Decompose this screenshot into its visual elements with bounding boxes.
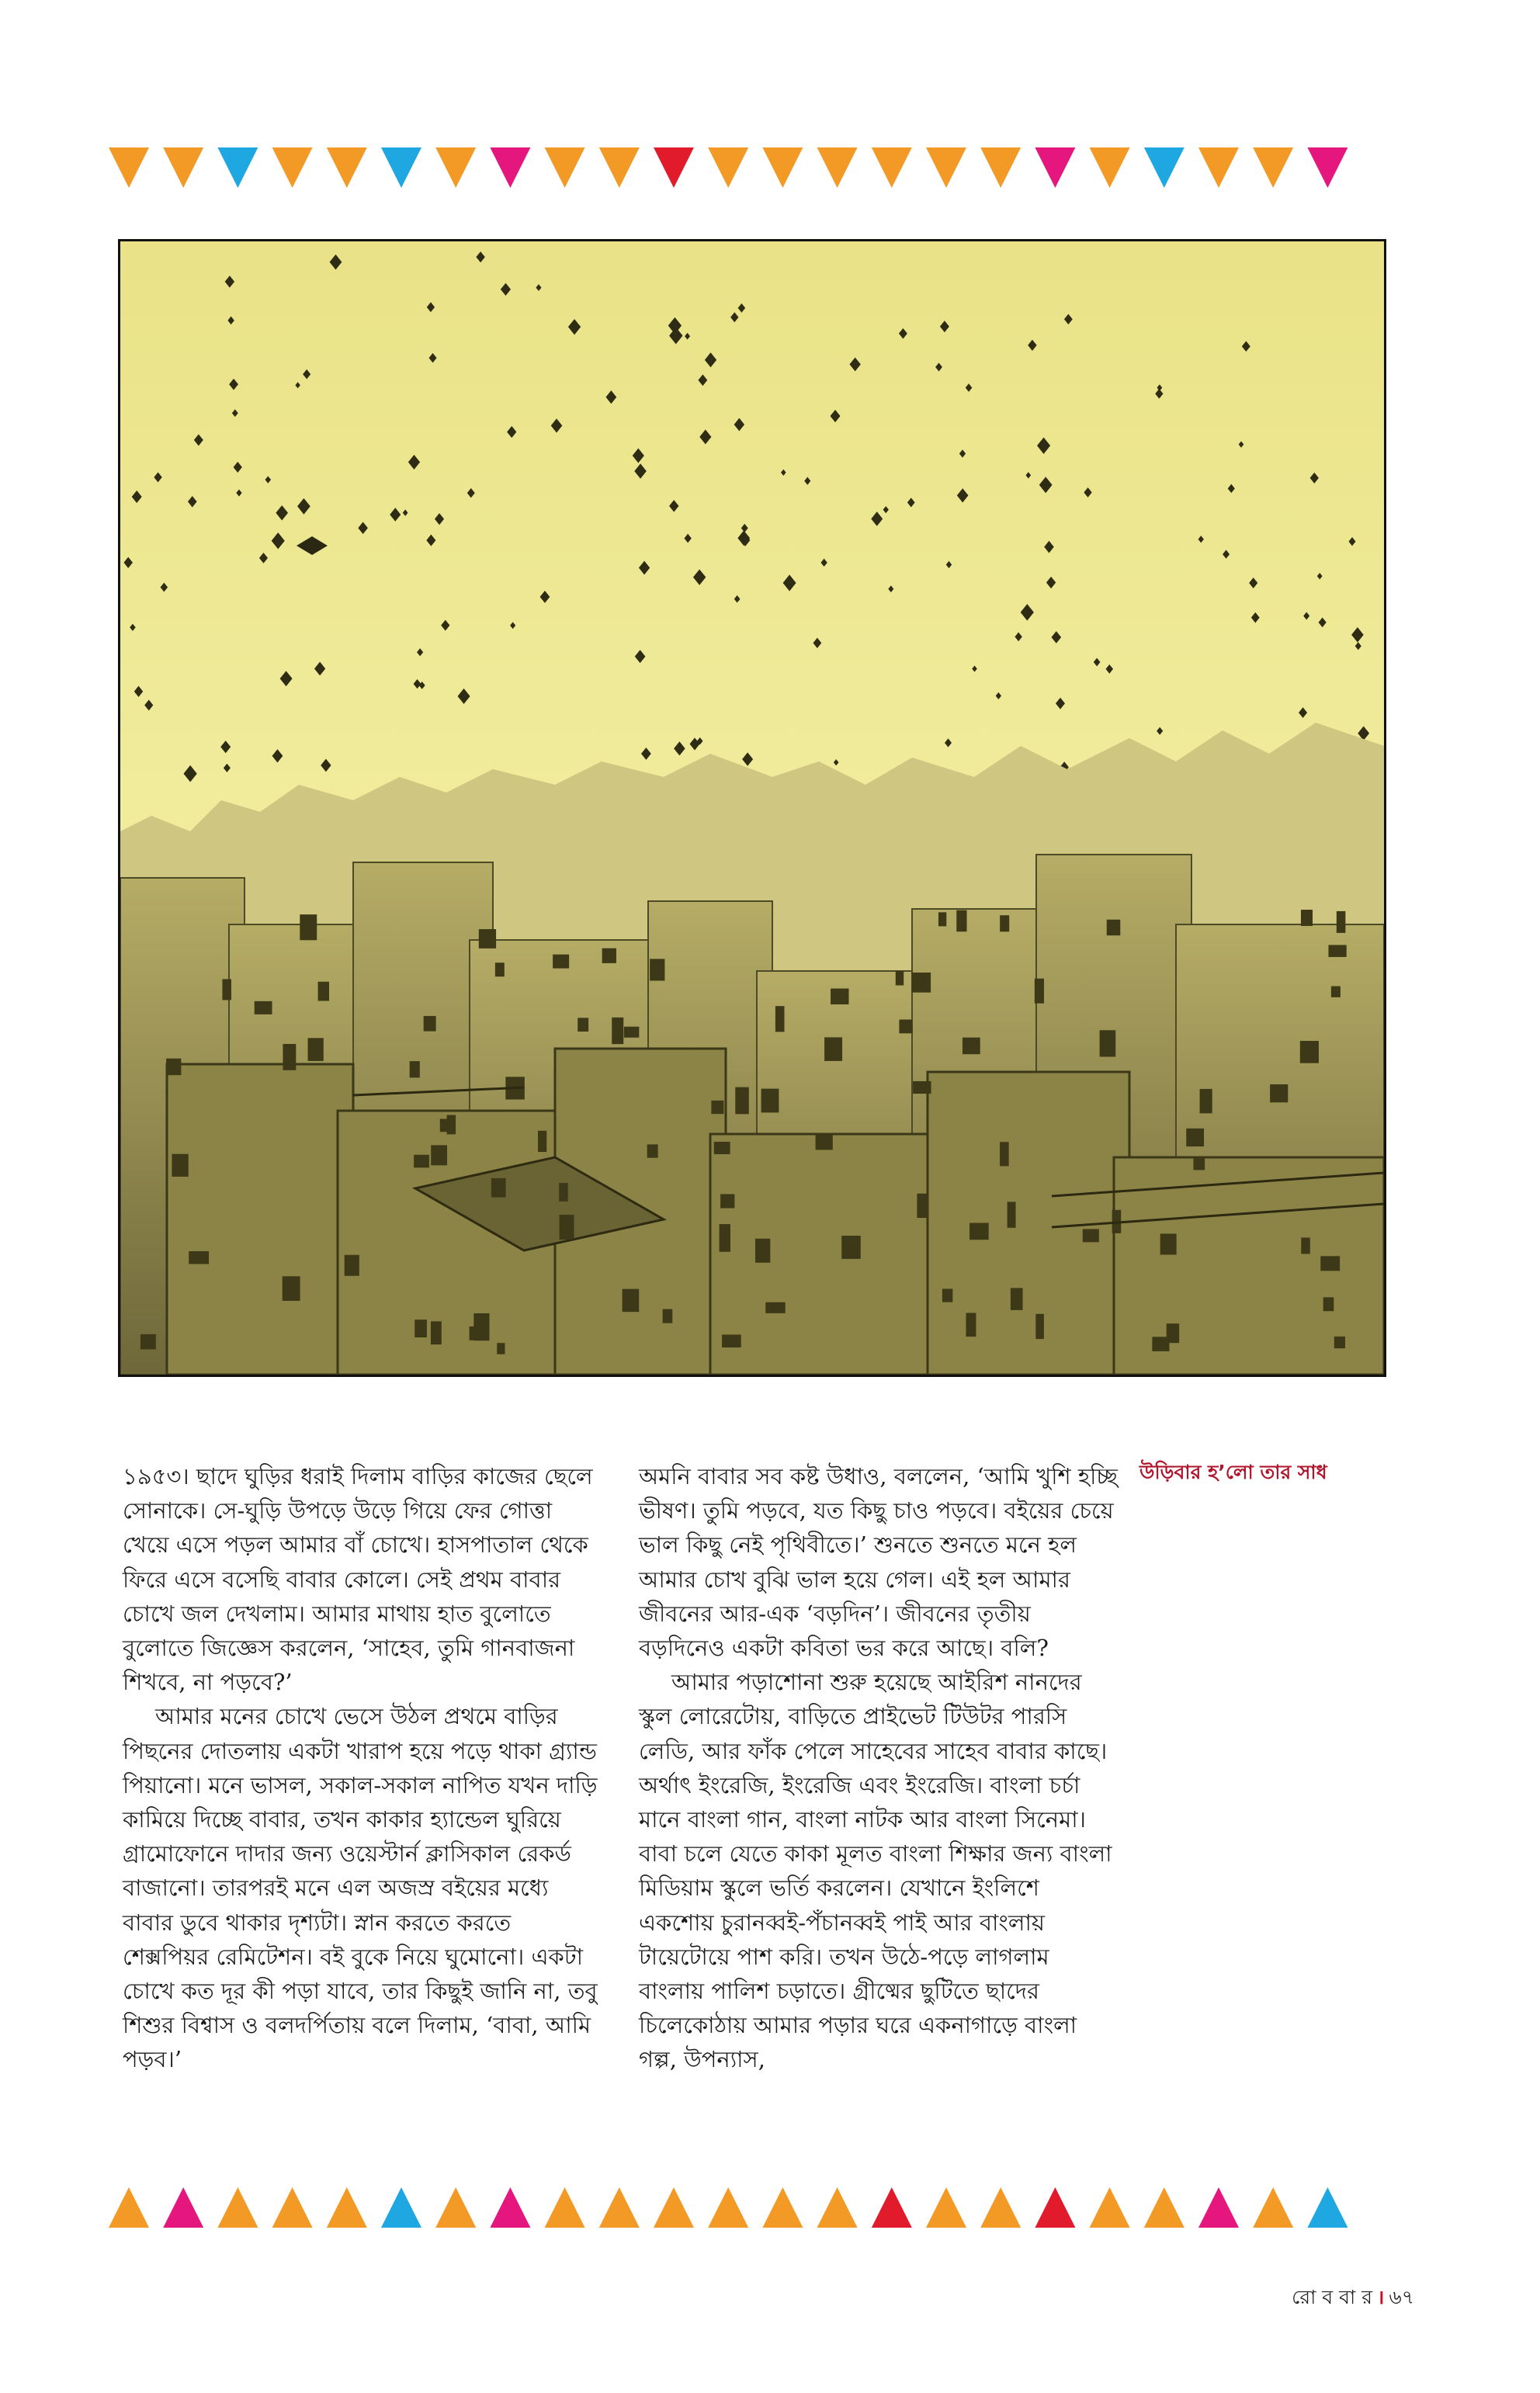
window-shape: [912, 973, 931, 993]
window-shape: [1323, 1297, 1334, 1311]
window-shape: [495, 962, 505, 976]
window-shape: [841, 1236, 861, 1259]
bunting-flag: [872, 147, 912, 188]
window-shape: [1328, 945, 1346, 957]
bunting-flag: [272, 2187, 313, 2228]
window-shape: [1083, 1229, 1099, 1242]
window-shape: [222, 979, 231, 1000]
window-shape: [956, 910, 966, 932]
window-shape: [1011, 1288, 1023, 1309]
window-shape: [720, 1194, 734, 1208]
window-shape: [966, 1313, 976, 1337]
window-shape: [1334, 1337, 1345, 1348]
article-column-left: [123, 1459, 604, 2077]
window-shape: [414, 1155, 429, 1168]
paragraph: ১৯৫৩। ছাদে ঘুড়ির ধরাই দিলাম বাড়ির কাজের ছেলে সোনাকে। সে-ঘুড়ি উপড়ে উড়ে গিয়ে ফের গোত্তা খেয়ে এসে পড়ল আমার বাঁ চোখে। হাসপাতাল থেকে ফিরে এসে বসেছি বাবার কোলে। সেই প্রথম বাবার চোখে জল দেখলাম। আমার মাথায় হাত বুলোতে বুলোতে জিজ্ঞেস করলেন, ‘সাহেব, তুমি গানবাজনা শিখবে, না পড়বে?’: [123, 1463, 593, 1696]
window-shape: [969, 1223, 989, 1240]
photo-caption: উড়িবার হ’লো তার সাধ: [1139, 1461, 1327, 1483]
window-shape: [1035, 979, 1044, 1004]
bunting-flag: [435, 2187, 476, 2228]
window-shape: [255, 1001, 272, 1014]
bottom-bunting: [0, 2181, 1540, 2235]
window-shape: [824, 1037, 842, 1061]
window-shape: [300, 914, 317, 940]
bunting-flag: [926, 147, 966, 188]
window-shape: [1107, 920, 1121, 935]
window-shape: [624, 1027, 639, 1038]
window-shape: [1000, 1142, 1009, 1166]
window-shape: [166, 1059, 181, 1075]
top-bunting-flags: [0, 141, 1540, 196]
window-shape: [1035, 1314, 1044, 1339]
bunting-flag: [762, 2187, 803, 2228]
window-shape: [720, 1224, 730, 1252]
window-shape: [623, 1289, 640, 1313]
window-shape: [1301, 1237, 1310, 1254]
window-shape: [470, 1327, 483, 1340]
window-shape: [1320, 1256, 1340, 1271]
bunting-flag: [1198, 2187, 1239, 2228]
window-shape: [942, 1288, 952, 1302]
window-shape: [538, 1131, 546, 1152]
bunting-flag: [163, 147, 203, 188]
page-footer: [1292, 2282, 1414, 2315]
bunting-flag: [1307, 2187, 1348, 2228]
window-shape: [755, 1239, 770, 1263]
footer-separator: ।: [1377, 2286, 1385, 2308]
article-column-middle: [639, 1459, 1120, 2077]
bunting-flag: [327, 147, 367, 188]
window-shape: [1301, 910, 1313, 926]
window-shape: [414, 1320, 427, 1337]
window-shape: [775, 1006, 785, 1032]
bunting-flag: [817, 147, 858, 188]
window-shape: [765, 1302, 785, 1313]
window-shape: [1331, 987, 1341, 997]
paragraph: আমার মনের চোখে ভেসে উঠল প্রথমে বাড়ির পিছনের দোতলায় একটা খারাপ হয়ে পড়ে থাকা গ্র্যান্ড পিয়ানো। মনে ভাসল, সকাল-সকাল নাপিত যখন দাড়ি কামিয়ে দিচ্ছে বাবার, তখন কাকার হ্যান্ডেল ঘুরিয়ে গ্রামোফোনে দাদার জন্য ওয়েস্টার্ন ক্লাসিকাল রেকর্ড বাজানো। তারপরই মনে এল অজস্র বইয়ের মধ্যে বাবার ডুবে থাকার দৃশ্যটা। স্নান করতে করতে শেক্সপিয়র রেমিটেশন। বই বুকে নিয়ে ঘুমোনো। একটা চোখে কত দূর কী পড়া যাবে, তার কিছুই জানি না, তবু শিশুর বিশ্বাস ও বলদর্পিতায় বলে দিলাম, ‘বাবা, আমি পড়ব।’: [123, 1703, 598, 2073]
bunting-flag: [1144, 2187, 1184, 2228]
bunting-flag: [163, 2187, 203, 2228]
window-shape: [140, 1334, 156, 1349]
kites-over-rooftops-photo: [120, 241, 1384, 1375]
window-shape: [1100, 1030, 1116, 1056]
window-shape: [913, 1081, 931, 1094]
bunting-flag: [654, 2187, 694, 2228]
window-shape: [917, 1194, 927, 1218]
bunting-flag: [381, 2187, 421, 2228]
window-shape: [497, 1343, 505, 1354]
kites-rooftops-photo: [118, 239, 1386, 1377]
window-shape: [345, 1255, 359, 1276]
bunting-flag: [217, 147, 258, 188]
window-shape: [479, 929, 496, 949]
window-shape: [1270, 1084, 1288, 1102]
window-shape: [559, 1183, 567, 1202]
window-shape: [896, 971, 904, 986]
window-shape: [560, 1215, 574, 1240]
paragraph: আমার পড়াশোনা শুরু হয়েছে আইরিশ নানদের স্কুল লোরেটোয়, বাড়িতে প্রাইভেট টিউটর পারসি লেডি, আর ফাঁক পেলে সাহেবের সাহেব বাবার কাছে। অর্থাৎ ইংরেজি, ইংরেজি এবং ইংরেজি। বাংলা চর্চা মানে বাংলা গান, বাংলা নাটক আর বাংলা সিনেমা। বাবা চলে যেতে কাকা মূলত বাংলা শিক্ষার জন্য বাংলা মিডিয়াম স্কুলে ভর্তি করলেন। যেখানে ইংলিশে একশোয় চুরানব্বই-পঁচানব্বই পাই আর বাংলায় টায়েটোয়ে পাশ করি। তখন উঠে-পড়ে লাগলাম বাংলায় পালিশ চড়াতে। গ্রীষ্মের ছুটিতে ছাদের চিলেকোঠায় আমার পড়ার ঘরে একনাগাড়ে বাংলা গল্প, উপন্যাস,: [639, 1669, 1112, 2073]
bunting-flag: [599, 2187, 640, 2228]
window-shape: [722, 1334, 741, 1347]
bunting-flag: [435, 147, 476, 188]
window-shape: [553, 955, 569, 969]
window-shape: [650, 959, 664, 980]
bunting-flag: [327, 2187, 367, 2228]
window-shape: [1000, 915, 1009, 931]
page-number: ৬৭: [1389, 2286, 1414, 2308]
window-shape: [1337, 911, 1346, 933]
bottom-bunting-flags: [0, 2181, 1540, 2235]
window-shape: [578, 1018, 588, 1032]
bunting-flag: [1035, 147, 1075, 188]
bunting-flag: [1090, 2187, 1130, 2228]
bunting-flag: [980, 2187, 1021, 2228]
window-shape: [1008, 1202, 1016, 1227]
window-shape: [735, 1087, 749, 1115]
window-shape: [189, 1251, 209, 1264]
window-shape: [899, 1020, 912, 1034]
bunting-flag: [817, 2187, 858, 2228]
window-shape: [283, 1276, 300, 1301]
bunting-flag: [654, 147, 694, 188]
bunting-flag: [1035, 2187, 1075, 2228]
bunting-flag: [1307, 147, 1348, 188]
bunting-flag: [217, 2187, 258, 2228]
window-shape: [831, 989, 848, 1004]
window-shape: [1300, 1041, 1319, 1063]
window-shape: [1167, 1323, 1179, 1343]
window-shape: [318, 982, 329, 1001]
window-shape: [1160, 1233, 1177, 1254]
window-shape: [1200, 1089, 1212, 1113]
window-shape: [410, 1061, 420, 1077]
window-shape: [714, 1142, 730, 1154]
bunting-flag: [1144, 147, 1184, 188]
bunting-flag: [490, 2187, 530, 2228]
window-shape: [962, 1038, 980, 1055]
window-shape: [663, 1309, 673, 1323]
window-shape: [938, 912, 946, 926]
bunting-flag: [545, 147, 585, 188]
magazine-name: রো ব বা র: [1292, 2286, 1372, 2308]
top-bunting: [0, 141, 1540, 196]
window-shape: [816, 1133, 833, 1150]
window-shape: [431, 1321, 442, 1344]
bunting-flag: [1090, 147, 1130, 188]
window-shape: [491, 1178, 506, 1198]
window-shape: [308, 1038, 324, 1061]
window-shape: [761, 1089, 779, 1113]
bunting-flag: [762, 147, 803, 188]
window-shape: [602, 949, 616, 963]
bunting-flag: [109, 2187, 149, 2228]
bunting-flag: [980, 147, 1021, 188]
bunting-flag: [545, 2187, 585, 2228]
window-shape: [424, 1016, 436, 1032]
bunting-flag: [1198, 147, 1239, 188]
bunting-flag: [872, 2187, 912, 2228]
window-shape: [431, 1145, 447, 1165]
bunting-flag: [926, 2187, 966, 2228]
bunting-flag: [708, 2187, 748, 2228]
window-shape: [647, 1144, 658, 1157]
bunting-flag: [1253, 147, 1293, 188]
bunting-flag: [1253, 2187, 1293, 2228]
window-shape: [711, 1101, 723, 1114]
window-shape: [172, 1154, 188, 1177]
bunting-flag: [599, 147, 640, 188]
window-shape: [440, 1118, 449, 1132]
window-shape: [1193, 1157, 1205, 1170]
window-shape: [283, 1044, 296, 1070]
bunting-flag: [708, 147, 748, 188]
window-shape: [612, 1018, 623, 1044]
bunting-flag: [109, 147, 149, 188]
window-shape: [1186, 1129, 1204, 1146]
bunting-flag: [490, 147, 530, 188]
bunting-flag: [272, 147, 313, 188]
bunting-flag: [381, 147, 421, 188]
paragraph: অমনি বাবার সব কষ্ট উধাও, বললেন, ‘আমি খুশি হচ্ছি ভীষণ। তুমি পড়বে, যত কিছু চাও পড়বে। বইয়ের চেয়ে ভাল কিছু নেই পৃথিবীতে।’ শুনতে শুনতে মনে হল আমার চোখ বুঝি ভাল হয়ে গেল। এই হল আমার জীবনের আর-এক ‘বড়দিন’। জীবনের তৃতীয় বড়দিনেও একটা কবিতা ভর করে আছে। বলি?: [639, 1463, 1118, 1662]
